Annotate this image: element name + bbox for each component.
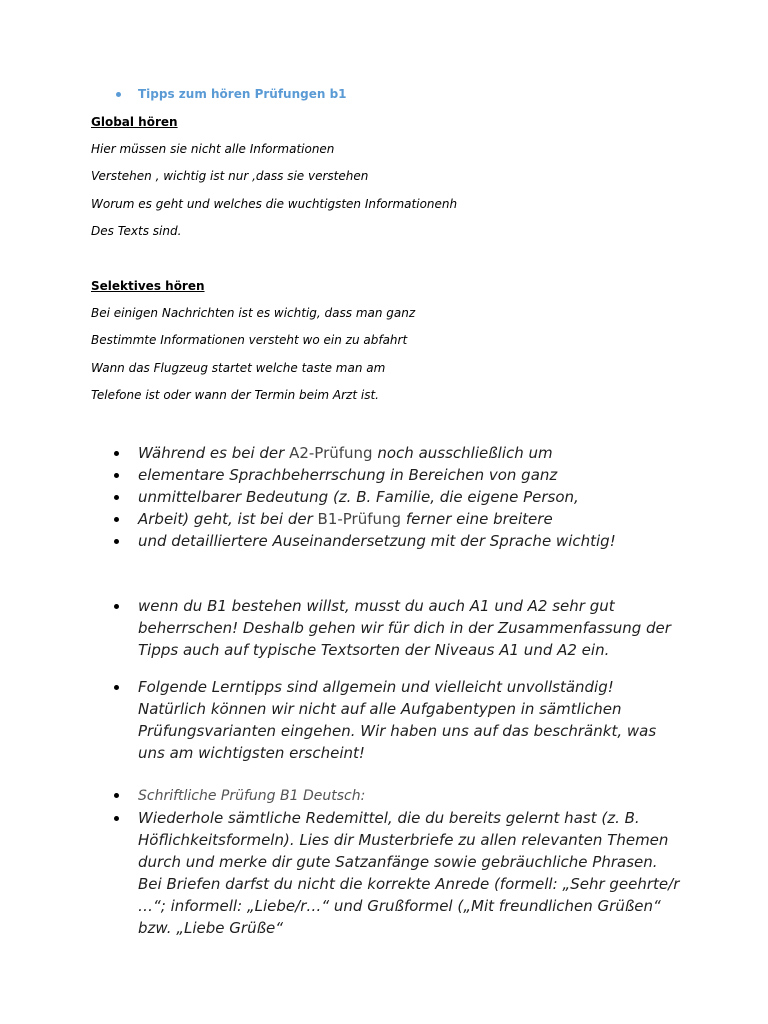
selective-line-4: Telefone ist oder wann der Termin beim Arzt ist.	[91, 388, 379, 402]
list-item: und detailliertere Auseinandersetzung mit der Sprache wichtig!	[112, 530, 616, 552]
list-item: Schriftliche Prüfung B1 Deutsch:	[112, 784, 683, 807]
selective-line-1: Bei einigen Nachrichten ist es wichtig, dass man ganz	[91, 306, 416, 320]
bullet-dot-icon	[114, 685, 119, 690]
bullet-dot-icon	[116, 92, 121, 97]
list-item: Arbeit) geht, ist bei der B1-Prüfung ferner eine breitere	[112, 508, 616, 530]
tips-list-2	[112, 676, 683, 764]
bullet-dot-icon	[114, 539, 119, 544]
selective-line-3: Wann das Flugzeug startet welche taste man am	[91, 361, 386, 375]
list-item: Folgende Lerntipps sind allgemein und vielleicht unvollständig! Natürlich können wir nicht auf alle Aufgabentypen in sämtlichen Prüfungsvarianten eingehen. Wir haben uns auf das beschränkt, was uns am wichtigsten erscheint!	[112, 676, 683, 764]
written-exam-list	[112, 784, 683, 939]
global-line-4: Des Texts sind.	[91, 224, 182, 238]
bullet-dot-icon	[114, 793, 119, 798]
global-heading: Global hören	[91, 115, 178, 129]
bullet-dot-icon	[114, 517, 119, 522]
bullet-dot-icon	[114, 451, 119, 456]
bullet-dot-icon	[114, 473, 119, 478]
tips-list	[112, 595, 683, 661]
bullet-dot-icon	[114, 604, 119, 609]
bullet-dot-icon	[114, 816, 119, 821]
list-item: Während es bei der A2-Prüfung noch ausschließlich um	[112, 442, 616, 464]
exam-comparison-list	[112, 442, 616, 552]
selective-heading: Selektives hören	[91, 279, 205, 293]
global-line-2: Verstehen , wichtig ist nur ,dass sie verstehen	[91, 169, 369, 183]
tips-title: Tipps zum hören Prüfungen b1	[138, 87, 347, 101]
list-item: unmittelbarer Bedeutung (z. B. Familie, die eigene Person,	[112, 486, 616, 508]
list-item: wenn du B1 bestehen willst, musst du auch A1 und A2 sehr gut beherrschen! Deshalb gehen wir für dich in der Zusammenfassung der Tipps auch auf typische Textsorten der Niveaus A1 und A2 ein.	[112, 595, 683, 661]
selective-line-2: Bestimmte Informationen versteht wo ein zu abfahrt	[91, 333, 408, 347]
bullet-dot-icon	[114, 495, 119, 500]
list-item: elementare Sprachbeherrschung in Bereichen von ganz	[112, 464, 616, 486]
list-item: Wiederhole sämtliche Redemittel, die du bereits gelernt hast (z. B. Höflichkeitsformeln). Lies dir Musterbriefe zu allen relevanten Themen durch und merke dir gute Satzanfänge sowie gebräuchliche Phrasen. Bei Briefen darfst du nicht die korrekte Anrede (formell: „Sehr geehrte/r …“; informell: „Liebe/r…“ und Grußformel („Mit freundlichen Grüßen“ bzw. „Liebe Grüße“	[112, 807, 683, 939]
global-line-1: Hier müssen sie nicht alle Informationen	[91, 142, 335, 156]
global-line-3: Worum es geht und welches die wuchtigsten Informationenh	[91, 197, 458, 211]
